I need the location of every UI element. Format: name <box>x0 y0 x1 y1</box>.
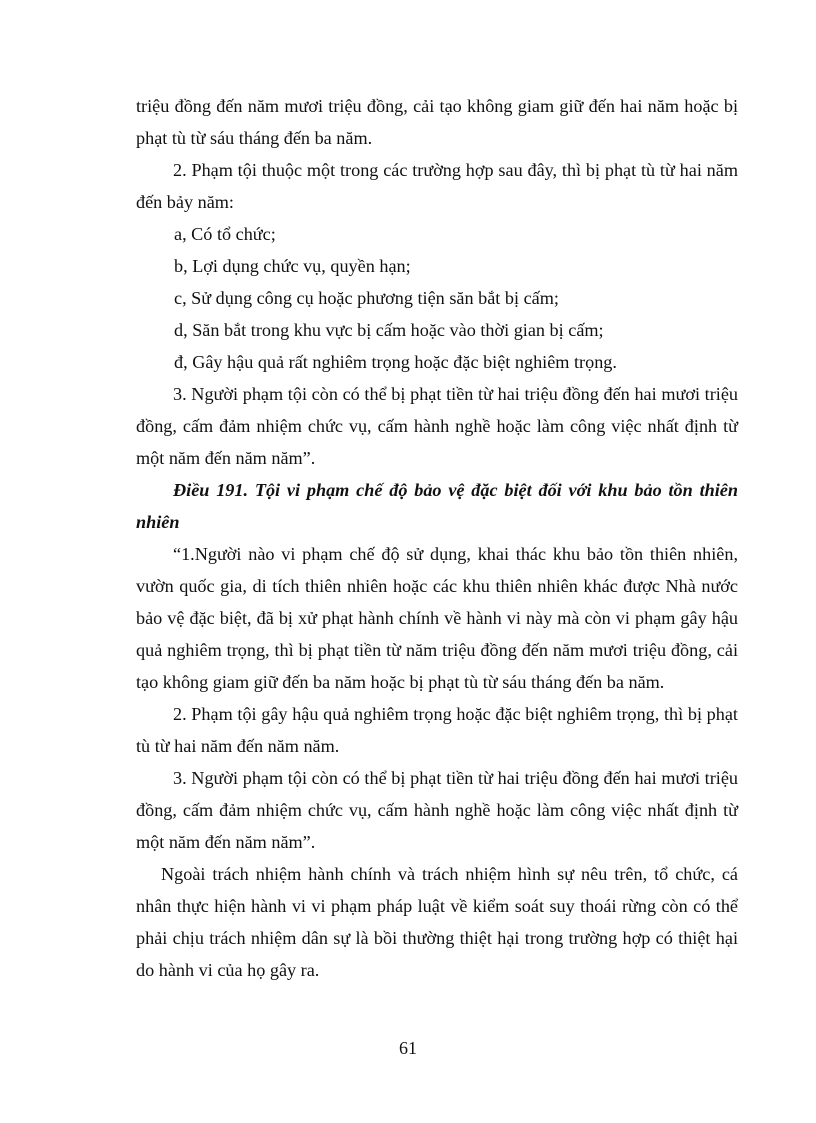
article-heading: Điều 191. Tội vi phạm chế độ bảo vệ đặc biệt đối với khu bảo tồn thiên nhiên <box>136 480 738 532</box>
article-clause-3: 3. Người phạm tội còn có thể bị phạt tiền từ hai triệu đồng đến hai mươi triệu đồng, cấm đảm nhiệm chức vụ, cấm hành nghề hoặc làm công việc nhất định từ một năm đến năm năm”. <box>136 768 738 852</box>
paragraph-clause-3: 3. Người phạm tội còn có thể bị phạt tiền từ hai triệu đồng đến hai mươi triệu đồng, cấm đảm nhiệm chức vụ, cấm hành nghề hoặc làm công việc nhất định từ một năm đến năm năm”. <box>136 384 738 468</box>
list-item-a: a, Có tổ chức; <box>174 224 276 244</box>
closing-paragraph: Ngoài trách nhiệm hành chính và trách nhiệm hình sự nêu trên, tổ chức, cá nhân thực hiện hành vi vi phạm pháp luật về kiểm soát suy thoái rừng còn có thể phải chịu trách nhiệm dân sự là bồi thường thiệt hại trong trường hợp có thiệt hại do hành vi của họ gây ra. <box>136 864 738 980</box>
article-clause-2: 2. Phạm tội gây hậu quả nghiêm trọng hoặc đặc biệt nghiêm trọng, thì bị phạt tù từ hai năm đến năm năm. <box>136 704 738 756</box>
article-clause-1: “1.Người nào vi phạm chế độ sử dụng, khai thác khu bảo tồn thiên nhiên, vườn quốc gia, di tích thiên nhiên hoặc các khu thiên nhiên khác được Nhà nước bảo vệ đặc biệt, đã bị xử phạt hành chính về hành vi này mà còn vi phạm gây hậu quả nghiêm trọng, thì bị phạt tiền từ năm triệu đồng đến năm mươi triệu đồng, cải tạo không giam giữ đến ba năm hoặc bị phạt tù từ sáu tháng đến ba năm. <box>136 544 738 692</box>
paragraph-continuation: triệu đồng đến năm mươi triệu đồng, cải tạo không giam giữ đến hai năm hoặc bị phạt tù từ sáu tháng đến ba năm. <box>136 96 738 148</box>
list-item-d: d, Săn bắt trong khu vực bị cấm hoặc vào thời gian bị cấm; <box>174 320 604 340</box>
page-body <box>136 90 738 986</box>
page-number: 61 <box>399 1038 417 1058</box>
paragraph-clause-2: 2. Phạm tội thuộc một trong các trường hợp sau đây, thì bị phạt tù từ hai năm đến bảy năm: <box>136 160 738 212</box>
list-item-dd: đ, Gây hậu quả rất nghiêm trọng hoặc đặc biệt nghiêm trọng. <box>174 352 617 372</box>
list-item-b: b, Lợi dụng chức vụ, quyền hạn; <box>174 256 411 276</box>
list-item-c: c, Sử dụng công cụ hoặc phương tiện săn bắt bị cấm; <box>174 288 559 308</box>
